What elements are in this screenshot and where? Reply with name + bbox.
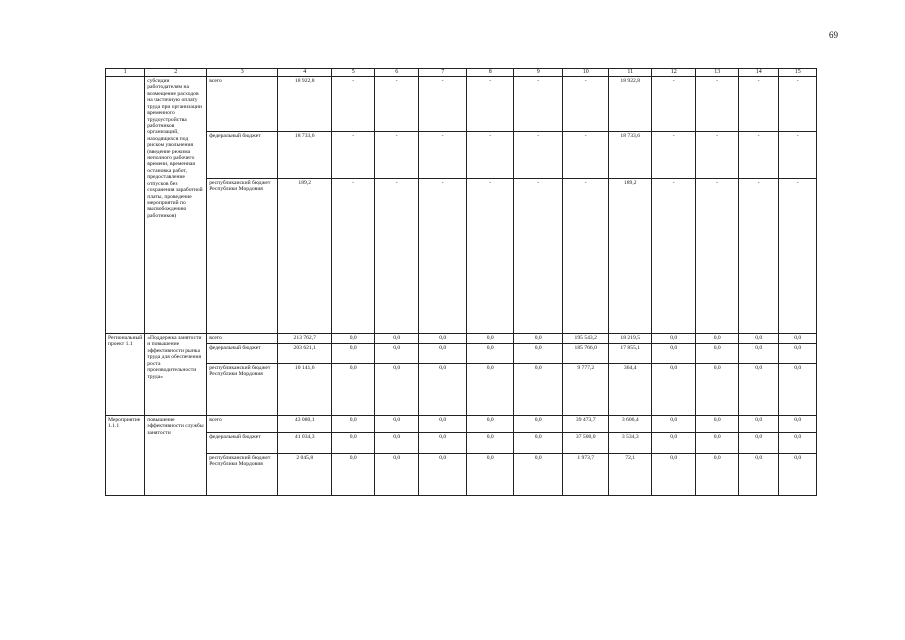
value-cell: 10 141,6 <box>278 364 332 416</box>
value-cell: 41 034,3 <box>278 433 332 454</box>
value-cell: 18 733,6 <box>278 132 332 179</box>
value-cell: - <box>467 77 514 132</box>
header-cell: 15 <box>779 69 817 77</box>
table-row <box>106 364 817 416</box>
value-cell: 0,0 <box>696 454 739 496</box>
funding-source-cell: федеральный бюджет <box>207 433 278 454</box>
value-cell: 0,0 <box>696 433 739 454</box>
value-cell: 0,0 <box>652 334 696 344</box>
header-cell: 3 <box>207 69 278 77</box>
value-cell: 0,0 <box>332 334 375 344</box>
value-cell: 0,0 <box>419 454 467 496</box>
table-row <box>106 132 817 179</box>
value-cell: - <box>332 77 375 132</box>
table-row <box>106 433 817 454</box>
value-cell: 0,0 <box>739 344 779 364</box>
value-cell: 43 080,1 <box>278 416 332 433</box>
value-cell: 0,0 <box>696 344 739 364</box>
value-cell: 185 766,0 <box>563 344 609 364</box>
table-row <box>106 344 817 364</box>
header-cell: 1 <box>106 69 145 77</box>
section-label-cell: Региональный проект 1.1 <box>106 334 145 416</box>
funding-source-cell: федеральный бюджет <box>207 132 278 179</box>
value-cell: 0,0 <box>514 364 563 416</box>
value-cell: 3 534,3 <box>609 433 652 454</box>
header-cell: 6 <box>375 69 419 77</box>
value-cell: 0,0 <box>332 433 375 454</box>
section-label-cell <box>106 77 145 334</box>
table-row <box>106 416 817 433</box>
value-cell: 3 606,4 <box>609 416 652 433</box>
header-cell: 12 <box>652 69 696 77</box>
value-cell: 39 473,7 <box>563 416 609 433</box>
value-cell: 0,0 <box>467 364 514 416</box>
value-cell: 0,0 <box>739 364 779 416</box>
value-cell: 17 855,1 <box>609 344 652 364</box>
value-cell: 0,0 <box>652 344 696 364</box>
value-cell: - <box>375 179 419 334</box>
budget-table <box>105 68 817 496</box>
value-cell: - <box>696 77 739 132</box>
header-row <box>106 69 817 77</box>
value-cell: 72,1 <box>609 454 652 496</box>
value-cell: 0,0 <box>652 433 696 454</box>
value-cell: 0,0 <box>332 416 375 433</box>
funding-source-cell: всего <box>207 416 278 433</box>
value-cell: - <box>514 132 563 179</box>
value-cell: 0,0 <box>652 416 696 433</box>
value-cell: 0,0 <box>419 344 467 364</box>
value-cell: 0,0 <box>514 416 563 433</box>
value-cell: 0,0 <box>739 416 779 433</box>
value-cell: - <box>514 179 563 334</box>
value-cell: - <box>563 77 609 132</box>
header-cell: 8 <box>467 69 514 77</box>
value-cell: 0,0 <box>514 454 563 496</box>
value-cell: - <box>779 132 817 179</box>
value-cell: 0,0 <box>467 344 514 364</box>
value-cell: 0,0 <box>779 334 817 344</box>
value-cell: 0,0 <box>779 364 817 416</box>
value-cell: - <box>652 77 696 132</box>
value-cell: 0,0 <box>779 344 817 364</box>
value-cell: - <box>419 77 467 132</box>
value-cell: 0,0 <box>375 344 419 364</box>
value-cell: 0,0 <box>375 334 419 344</box>
section-name-cell: повышение эффективности службы занятости <box>145 416 207 496</box>
value-cell: 0,0 <box>652 454 696 496</box>
header-cell: 14 <box>739 69 779 77</box>
value-cell: - <box>467 179 514 334</box>
table-row <box>106 454 817 496</box>
funding-source-cell: федеральный бюджет <box>207 344 278 364</box>
value-cell: - <box>779 77 817 132</box>
value-cell: 0,0 <box>419 433 467 454</box>
value-cell: - <box>563 132 609 179</box>
header-cell: 11 <box>609 69 652 77</box>
value-cell: 18 219,5 <box>609 334 652 344</box>
funding-source-cell: республиканский бюджет Республики Мордовия <box>207 179 278 334</box>
table-row <box>106 179 817 334</box>
value-cell: 0,0 <box>739 433 779 454</box>
value-cell: 189,2 <box>609 179 652 334</box>
value-cell: 0,0 <box>419 334 467 344</box>
value-cell: - <box>696 179 739 334</box>
section-name-cell: субсидии работодателям на возмещение расходов на частичную оплату труда при организации временного трудоустройства работников организаций, находящихся под риском увольнения (введение режима неполного рабочего времени, временная остановка работ, предоставление отпусков без сохранения заработной платы, проведение мероприятий по высвобождению работников) <box>145 77 207 334</box>
header-cell: 13 <box>696 69 739 77</box>
value-cell: 0,0 <box>739 454 779 496</box>
value-cell: 0,0 <box>467 416 514 433</box>
value-cell: - <box>419 132 467 179</box>
value-cell: 0,0 <box>467 454 514 496</box>
value-cell: 1 973,7 <box>563 454 609 496</box>
page-number: 69 <box>829 30 838 40</box>
value-cell: - <box>332 179 375 334</box>
value-cell: 213 762,7 <box>278 334 332 344</box>
value-cell: 0,0 <box>696 416 739 433</box>
header-cell: 7 <box>419 69 467 77</box>
value-cell: 0,0 <box>514 433 563 454</box>
value-cell: - <box>739 77 779 132</box>
value-cell: 0,0 <box>514 334 563 344</box>
value-cell: - <box>419 179 467 334</box>
funding-source-cell: республиканский бюджет Республики Мордовия <box>207 454 278 496</box>
value-cell: 0,0 <box>375 454 419 496</box>
value-cell: 18 922,8 <box>278 77 332 132</box>
value-cell: 0,0 <box>779 433 817 454</box>
value-cell: - <box>739 132 779 179</box>
value-cell: 0,0 <box>779 454 817 496</box>
value-cell: 0,0 <box>375 364 419 416</box>
value-cell: - <box>652 132 696 179</box>
value-cell: - <box>696 132 739 179</box>
value-cell: 0,0 <box>375 433 419 454</box>
section-name-cell: «Поддержка занятости и повышение эффективности рынка труда для обеспечения роста производительности труда» <box>145 334 207 416</box>
header-cell: 2 <box>145 69 207 77</box>
value-cell: 0,0 <box>514 344 563 364</box>
value-cell: 0,0 <box>332 364 375 416</box>
table-row <box>106 334 817 344</box>
value-cell: 0,0 <box>467 433 514 454</box>
value-cell: 37 500,0 <box>563 433 609 454</box>
value-cell: 18 733,6 <box>609 132 652 179</box>
table-row <box>106 77 817 132</box>
value-cell: 195 543,2 <box>563 334 609 344</box>
value-cell: - <box>467 132 514 179</box>
value-cell: 9 777,2 <box>563 364 609 416</box>
value-cell: 0,0 <box>652 364 696 416</box>
value-cell: - <box>332 132 375 179</box>
header-cell: 10 <box>563 69 609 77</box>
value-cell: 2 045,8 <box>278 454 332 496</box>
funding-source-cell: всего <box>207 77 278 132</box>
value-cell: 0,0 <box>696 364 739 416</box>
value-cell: 364,4 <box>609 364 652 416</box>
value-cell: 0,0 <box>375 416 419 433</box>
value-cell: - <box>375 77 419 132</box>
value-cell: - <box>514 77 563 132</box>
value-cell: 0,0 <box>332 454 375 496</box>
section-label-cell: Мероприятие 1.1.1 <box>106 416 145 496</box>
header-cell: 4 <box>278 69 332 77</box>
header-cell: 9 <box>514 69 563 77</box>
value-cell: 0,0 <box>332 344 375 364</box>
value-cell: 189,2 <box>278 179 332 334</box>
header-cell: 5 <box>332 69 375 77</box>
funding-source-cell: всего <box>207 334 278 344</box>
value-cell: - <box>375 132 419 179</box>
value-cell: - <box>739 179 779 334</box>
value-cell: 0,0 <box>419 416 467 433</box>
value-cell: - <box>563 179 609 334</box>
value-cell: 0,0 <box>696 334 739 344</box>
value-cell: 0,0 <box>419 364 467 416</box>
funding-source-cell: республиканский бюджет Республики Мордовия <box>207 364 278 416</box>
value-cell: - <box>779 179 817 334</box>
value-cell: 18 922,8 <box>609 77 652 132</box>
value-cell: 0,0 <box>779 416 817 433</box>
value-cell: 0,0 <box>467 334 514 344</box>
value-cell: 203 621,1 <box>278 344 332 364</box>
value-cell: 0,0 <box>739 334 779 344</box>
value-cell: - <box>652 179 696 334</box>
